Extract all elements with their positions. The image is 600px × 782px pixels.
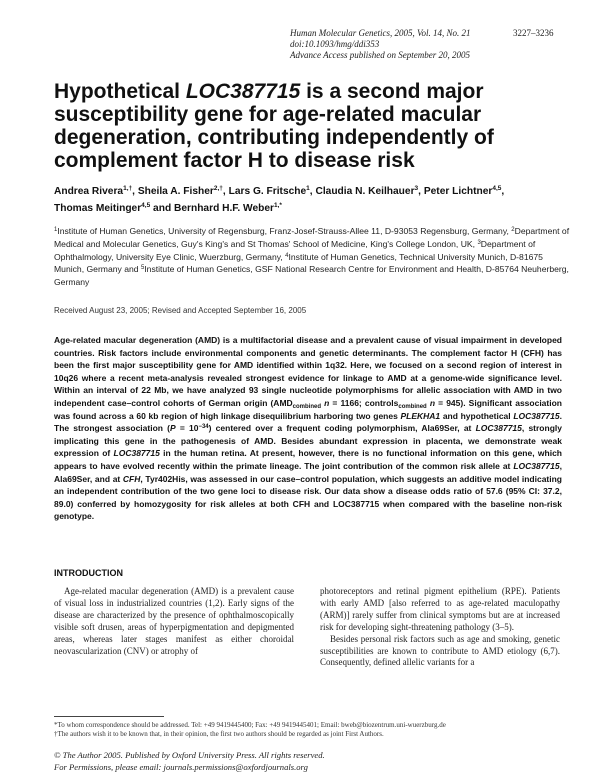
abstract-gene-name: LOC387715 — [113, 448, 160, 459]
intro-paragraph: Besides personal risk factors such as age and smoking, genetic susceptibilities are known to contribute to AMD etiology (6,7). Consequently, defined allelic variants for a — [320, 633, 560, 668]
author-separator: , — [418, 186, 424, 197]
advance-access-line: Advance Access published on September 20, 2005 — [290, 50, 471, 60]
permissions-line[interactable]: For Permissions, please email: journals.permissions@oxfordjournals.org — [54, 761, 308, 772]
intro-right-column — [320, 586, 560, 669]
author-sup: 4,5 — [492, 185, 502, 192]
affiliation-sup: 2 — [511, 227, 515, 233]
abstract-gene-name: PLEKHA1 — [400, 410, 441, 421]
abstract-gene-name: LOC387715 — [513, 410, 560, 421]
correspondence-footnote: *To whom correspondence should be addressed. Tel: +49 9419445400; Fax: +49 9419445401; Email: bweb@biozentrum.uni-wuerzburg.de — [54, 721, 446, 729]
title-gene: LOC387715 — [185, 80, 301, 103]
affiliation-text: Institute of Human Genetics, GSF National Research Centre for Environment and Health, D-85764 Neuherberg, Germany — [54, 264, 569, 288]
title-part-1: Hypothetical — [54, 80, 186, 103]
author-sup: 2,† — [213, 185, 223, 192]
abstract-exponent: −34 — [198, 424, 209, 431]
author-sup: 3 — [414, 185, 419, 192]
copyright-block — [54, 750, 574, 773]
abstract-subscript: combined — [398, 403, 427, 410]
abstract-text: ) centered over a frequent coding polymorphism, Ala69Ser, at — [208, 423, 476, 434]
abstract-text: Age-related macular degeneration (AMD) is a multifactorial disease and a prevalent cause of visual impairment in developed countries. Risk factors include environmental components and genetic determinants. The complement factor H (CFH) has been the first major susceptibility gene for AMD identified within 1q32. Here, we focused on a second region of interest in 10q26 where a recent meta-analysis revealed strongest evidence for linkage to AMD at a genome-wide significance level. Within an interval of 22 Mb, we have analyzed 93 single nucleotide polymorphisms for allelic association with AMD in two independent case–control cohorts of German origin (AMD — [54, 335, 562, 408]
abstract-gene-name: LOC387715 — [475, 423, 522, 434]
affiliation-sup: 5 — [140, 265, 145, 272]
affiliation-sup: 3 — [477, 239, 481, 246]
affiliation-sup: 1 — [54, 227, 58, 233]
abstract-text: . The strongest association ( — [54, 410, 562, 434]
author-name: Sheila A. Fisher — [137, 186, 214, 197]
author-name: Thomas Meitinger — [54, 203, 142, 214]
section-heading-introduction: INTRODUCTION — [54, 568, 123, 578]
author-separator: , — [132, 186, 138, 197]
title-part-2: is a second major susceptibility gene for age-related macular degeneration, contributing independently of complement factor H to disease risk — [54, 80, 494, 172]
journal-citation: Human Molecular Genetics, 2005, Vol. 14, No. 21 — [290, 28, 471, 38]
abstract-gene-name: LOC387715 — [513, 460, 560, 471]
affiliation-text: Institute of Human Genetics, Technical University Munich, D-81675 Munich, Germany and — [54, 251, 543, 275]
joint-authors-footnote: †The authors wish it to be known that, in their opinion, the first two authors should be regarded as joint First Authors. — [54, 730, 384, 738]
author-separator: and — [150, 203, 174, 214]
abstract-text: = 1166; controls — [329, 397, 399, 408]
abstract-text: = 945). Significant association was found across a 60 kb region of high linkage disequilibrium harboring two genes — [54, 397, 562, 421]
affiliation-text: Institute of Human Genetics, University of Regensburg, Franz-Josef-Strauss-Allee 11, D-93053 Regensburg, Germany, — [57, 226, 512, 236]
author-name: Lars G. Fritsche — [228, 186, 307, 197]
author-separator: , — [222, 186, 229, 197]
abstract-n-label: n — [429, 397, 436, 408]
abstract-text: = 10 — [175, 423, 199, 434]
intro-left-column: Age-related macular degeneration (AMD) is a prevalent cause of visual loss in industrialized countries (1,2). Early signs of the disease are characterized by the presence of ophthalmoscopically visible soft drusen, areas of hyperpigmentation and depigmented areas, whereas later stages manifest as either choroidal neovascularization (CNV) or atrophy of — [54, 586, 294, 656]
copyright-line: © The Author 2005. Published by Oxford University Press. All rights reserved. — [54, 750, 325, 760]
abstract-n-label: n — [324, 397, 330, 408]
affiliation-text: Department of Ophthalmology, University Eye Clinic, Wuerzburg, Germany, — [54, 238, 536, 262]
article-title — [54, 80, 574, 172]
author-separator: , — [309, 186, 316, 197]
page-range: 3227–3236 — [513, 28, 554, 38]
author-sup: 1,* — [274, 202, 282, 209]
author-sup: 1 — [306, 185, 310, 192]
affiliation-sup: 4 — [285, 252, 289, 259]
author-sup: 4,5 — [141, 202, 151, 209]
author-name: Claudia N. Keilhauer — [315, 186, 415, 197]
abstract-text: , strongly implicating this gene in the pathogenesis of AMD. Besides abundant expression in placenta, we demonstrate weak expression of — [54, 423, 562, 459]
author-name: Bernhard H.F. Weber — [174, 203, 275, 214]
doi-line[interactable]: doi:10.1093/hmg/ddi353 — [290, 39, 380, 49]
intro-paragraph: photoreceptors and retinal pigment epithelium (RPE). Patients with early AMD [also referred to as age-related maculopathy (ARM)] rarely suffer from clinical symptoms but are at increased risk for developing sight-threatening pathology (3–5). — [320, 586, 560, 632]
abstract — [54, 334, 562, 523]
abstract-text: , Tyr402His, was assessed in our case–control population, which suggests an additive model indicating an independent contribution of the two gene loci to disease risk. Our data show a disease odds ratio of 57.6 (95% CI: 37.2, 89.0) conferred by homozygosity for risk alleles at both CFH and LOC387715 when compared with the baseline non-risk genotype. — [54, 473, 562, 522]
author-separator: , — [501, 186, 505, 197]
abstract-p-label: P — [170, 423, 176, 434]
abstract-text: , Ala69Ser, and at — [54, 460, 562, 484]
received-dates: Received August 23, 2005; Revised and Accepted September 16, 2005 — [54, 306, 307, 315]
abstract-subscript: combined — [292, 403, 322, 410]
footnote-divider — [54, 716, 164, 717]
author-list — [54, 183, 574, 217]
author-sup: 1,† — [123, 185, 133, 192]
footnotes — [54, 721, 574, 739]
author-name: Peter Lichtner — [423, 186, 493, 197]
abstract-text: in the human retina. At present, however, there is no functional information on this gene, which appears to have evolved recently within the primate lineage. The joint contribution of the common risk allele at — [54, 448, 562, 471]
author-name: Andrea Rivera — [54, 186, 124, 197]
affiliation-text: Department of Medical and Molecular Genetics, Guy's King's and St Thomas' School of Medicine, King's College London, UK, — [54, 226, 570, 249]
affiliations — [54, 225, 574, 289]
abstract-gene-name: CFH — [122, 473, 141, 484]
abstract-text: and hypothetical — [440, 410, 514, 421]
